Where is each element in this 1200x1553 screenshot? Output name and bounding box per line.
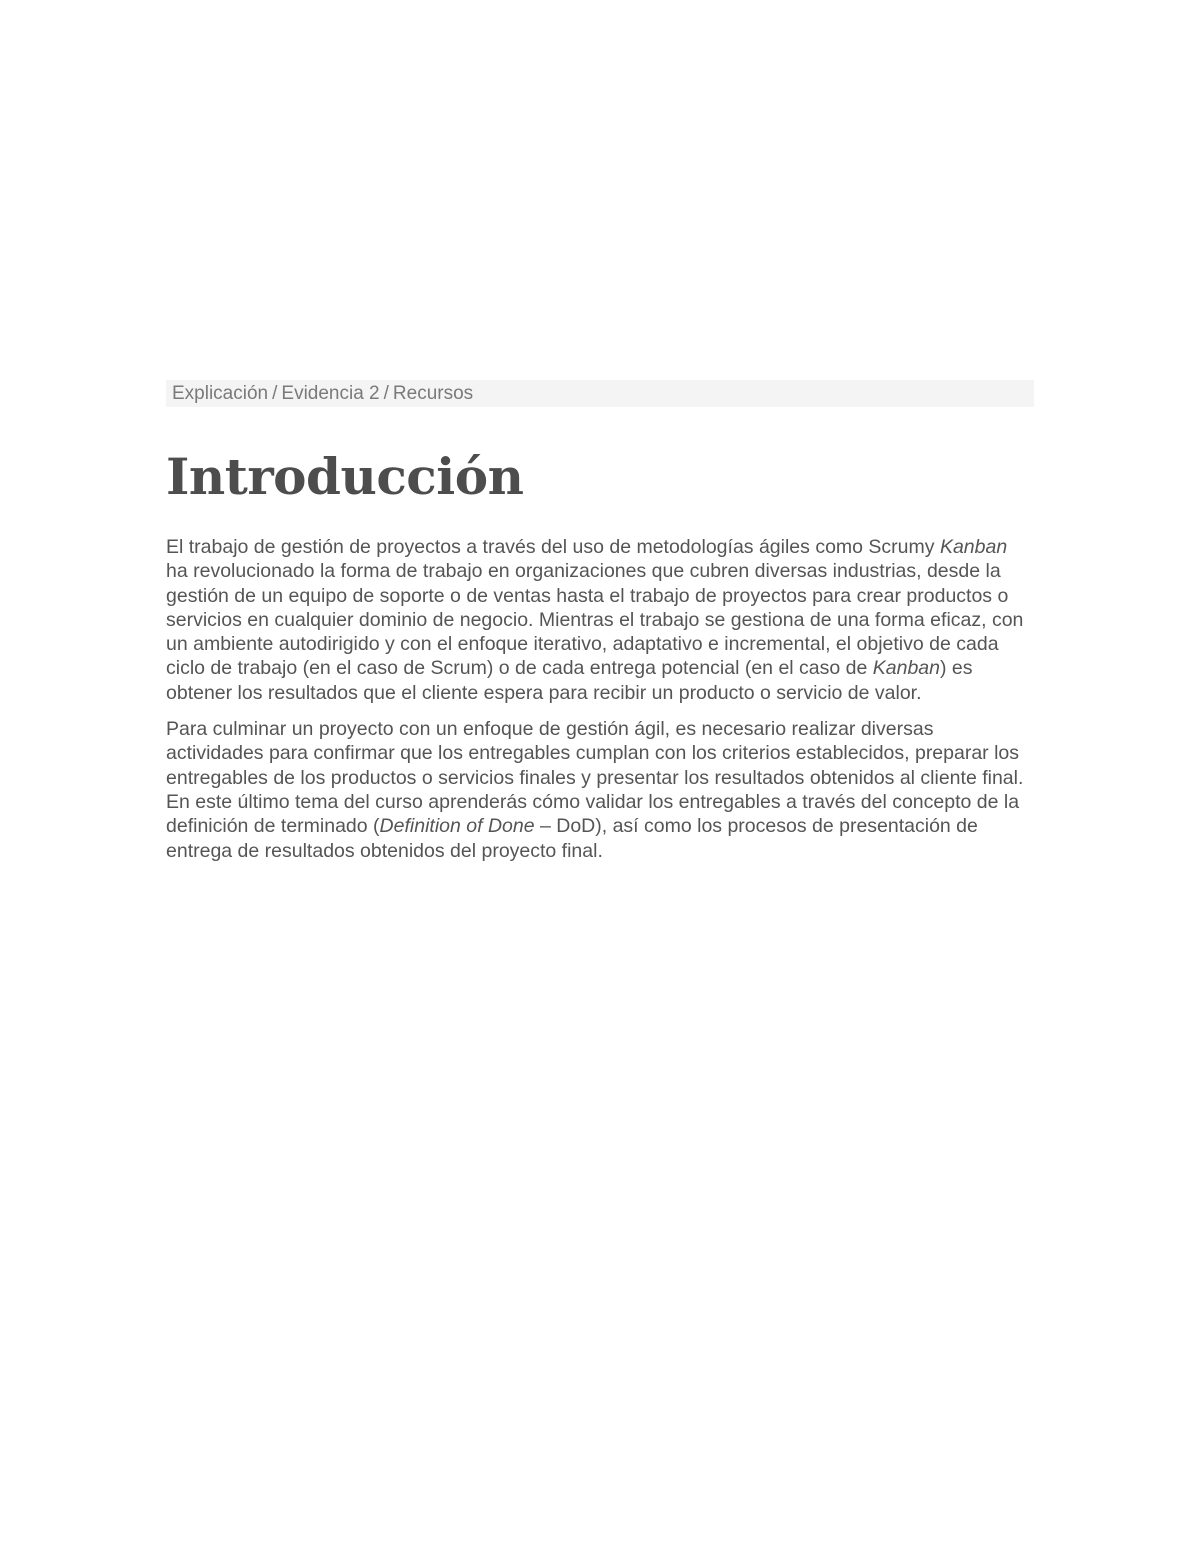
- paragraph-2-text-a: Para culminar un proyecto con un enfoque de gestión ágil, es necesario realizar diversas actividades para confirmar que los entregables cumplan con los criterios establecidos, preparar los entregables de los productos o servicios finales y presentar los resultados obtenidos al cliente final. En este último tema del curso aprenderás cómo validar los entregables a través del concepto de la definición de terminado (: [166, 718, 1024, 838]
- breadcrumb-item-explicacion[interactable]: Explicación: [172, 383, 269, 404]
- paragraph-1-text-a: El trabajo de gestión de proyectos a través del uso de metodologías ágiles como Scrumy: [166, 536, 940, 558]
- paragraph-2-dod-italic: Definition of Done: [379, 815, 535, 838]
- paragraph-2-text-b: – DoD), así como los procesos de presentación de entrega de resultados obtenidos del proyecto final.: [166, 815, 978, 862]
- breadcrumb: [166, 380, 1034, 407]
- paragraph-1-kanban-italic: Kanban: [939, 536, 1008, 558]
- page-title: Introducción: [166, 447, 524, 506]
- intro-paragraph-1: [166, 535, 1034, 705]
- breadcrumb-separator: /: [383, 383, 389, 404]
- breadcrumb-item-recursos[interactable]: Recursos: [392, 383, 474, 404]
- paragraph-1-text-b: ha revolucionado la forma de trabajo en organizaciones que cubren diversas industrias, desde la gestión de un equipo de soporte o de ventas hasta el trabajo de proyectos para crear productos o servicios en cualquier dominio de negocio. Mientras el trabajo se gestiona de una forma eficaz, con un ambiente autodirigido y con el enfoque iterativo, adaptativo e incremental, el objetivo de cada ciclo de trabajo (en el caso de Scrum) o de cada entrega potencial (en el caso de: [166, 560, 1024, 680]
- page-content: [166, 380, 1034, 875]
- body-text: [166, 535, 1034, 863]
- intro-paragraph-2: [166, 717, 1034, 863]
- breadcrumb-item-evidencia[interactable]: Evidencia 2: [281, 383, 380, 404]
- paragraph-1-kanban-italic-2: Kanban: [872, 657, 940, 680]
- paragraph-1-text-c: ) es obtener los resultados que el cliente espera para recibir un producto o servicio de valor.: [166, 657, 973, 704]
- breadcrumb-separator: /: [272, 383, 278, 404]
